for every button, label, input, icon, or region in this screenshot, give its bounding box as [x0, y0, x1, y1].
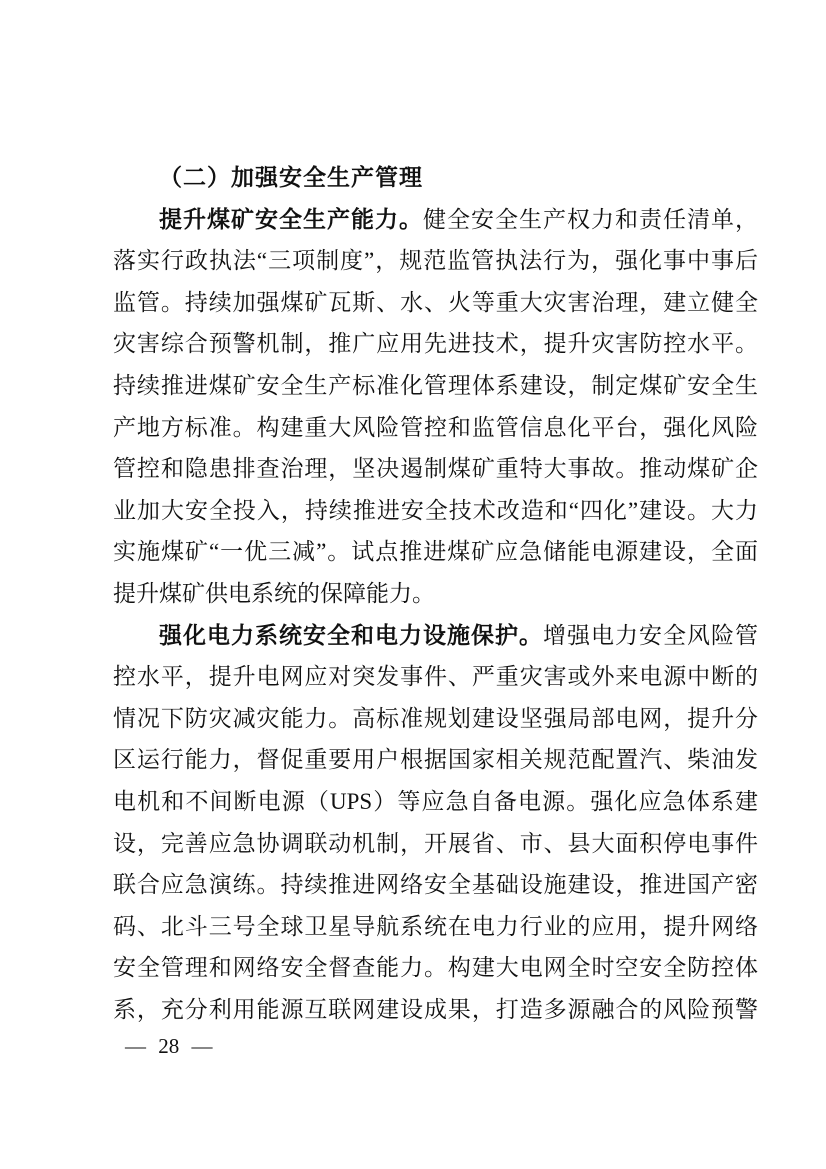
paragraph-line [113, 615, 758, 657]
paragraph-line: 情况下防灾减灾能力。高标准规划建设坚强局部电网，提升分 [113, 705, 758, 731]
paragraph-line: 产地方标准。构建重大风险管控和监管信息化平台，强化风险 [113, 414, 758, 440]
paragraph-line: 电机和不间断电源（UPS）等应急自备电源。强化应急体系建 [113, 788, 758, 814]
paragraph-lead-bold: 强化电力系统安全和电力设施保护。 [159, 622, 543, 648]
paragraph-line [113, 199, 758, 241]
page-footer [125, 1031, 213, 1061]
paragraph-line: 实施煤矿“一优三减”。试点推进煤矿应急储能电源建设，全面 [113, 539, 758, 565]
paragraph-line: 监管。持续加强煤矿瓦斯、水、火等重大灾害治理，建立健全 [113, 289, 758, 315]
paragraph-line: 安全管理和网络安全督查能力。构建大电网全时空安全防控体 [113, 955, 758, 981]
paragraph-lead-bold: 提升煤矿安全生产能力。 [159, 206, 423, 232]
paragraph-lead-rest: 增强电力安全风险管 [543, 622, 758, 648]
paragraph-power-system-safety [113, 615, 758, 1031]
paragraph-line: 提升煤矿供电系统的保障能力。 [113, 580, 435, 606]
paragraph-line: 灾害综合预警机制，推广应用先进技术，提升灾害防控水平。 [113, 331, 758, 357]
paragraph-line: 管控和隐患排查治理，坚决遏制煤矿重特大事故。推动煤矿企 [113, 456, 758, 482]
document-body [113, 157, 758, 1030]
paragraph-line: 区运行能力，督促重要用户根据国家相关规范配置汽、柴油发 [113, 747, 758, 773]
section-heading: （二）加强安全生产管理 [159, 165, 423, 190]
paragraph-line: 设，完善应急协调联动机制，开展省、市、县大面积停电事件 [113, 830, 758, 856]
page-number: — 28 — [125, 1034, 213, 1058]
paragraph-line: 控水平，提升电网应对突发事件、严重灾害或外来电源中断的 [113, 664, 758, 690]
paragraph-line: 码、北斗三号全球卫星导航系统在电力行业的应用，提升网络 [113, 913, 758, 939]
paragraph-coal-mine-safety [113, 199, 758, 615]
paragraph-lead-rest: 健全安全生产权力和责任清单， [423, 206, 758, 232]
paragraph-line: 系，充分利用能源互联网建设成果，打造多源融合的风险预警 [113, 996, 758, 1022]
paragraph-line: 落实行政执法“三项制度”，规范监管执法行为，强化事中事后 [113, 248, 758, 274]
paragraph-line: 联合应急演练。持续推进网络安全基础设施建设，推进国产密 [113, 872, 758, 898]
paragraph-line: 业加大安全投入，持续推进安全技术改造和“四化”建设。大力 [113, 497, 758, 523]
paragraph-line: 持续推进煤矿安全生产标准化管理体系建设，制定煤矿安全生 [113, 372, 758, 398]
